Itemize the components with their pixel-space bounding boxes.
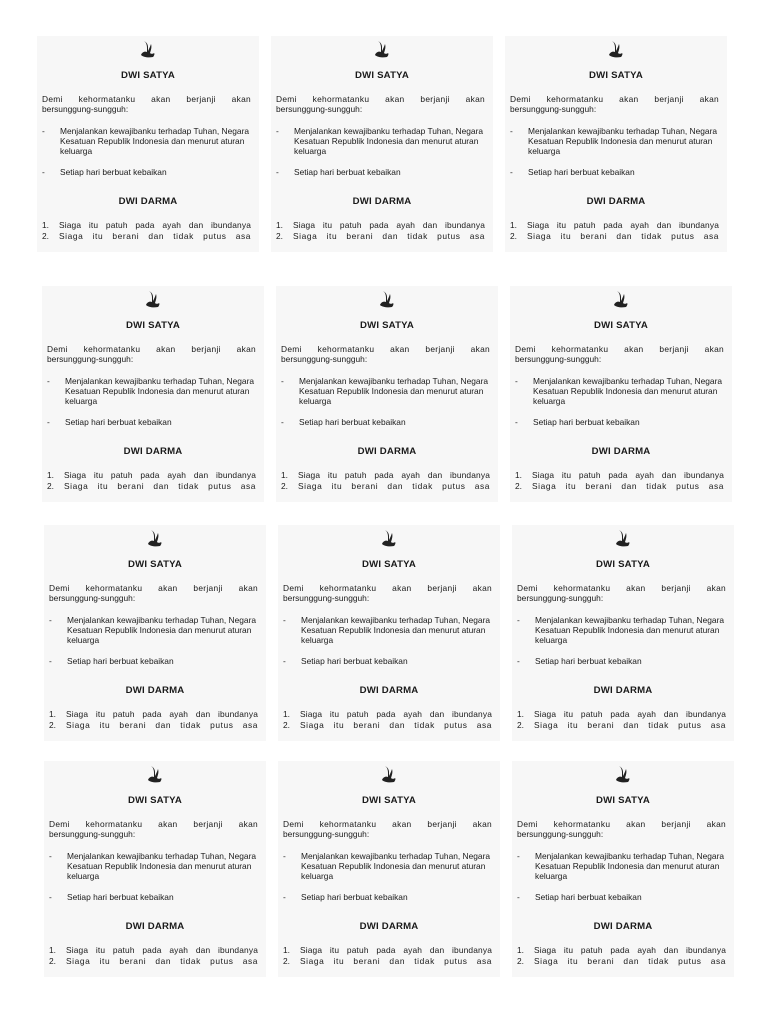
dwi-satya-title: DWI SATYA [361, 795, 417, 806]
darma-number: 1. [510, 220, 517, 230]
dwi-satya-title: DWI SATYA [354, 70, 410, 81]
darma-number: 1. [42, 220, 49, 230]
dwi-satya-title: DWI SATYA [595, 795, 651, 806]
satya-intro-line1: Demi kehormatanku akan berjanji akan [283, 583, 492, 593]
darma-item [283, 956, 492, 967]
darma-number: 2. [515, 481, 522, 491]
dwi-satya-card [505, 36, 727, 252]
satya-intro-line2: bersunggung-sungguh: [49, 593, 136, 603]
satya-bullet [47, 417, 256, 427]
satya-bullet [49, 615, 258, 645]
bullet-dash: - [517, 892, 520, 902]
tunas-kelapa-icon [608, 40, 624, 60]
satya-intro-line2: bersunggung-sungguh: [517, 829, 604, 839]
dwi-satya-card [276, 286, 498, 502]
satya-intro [49, 583, 258, 603]
satya-bullet-text: Setiap hari berbuat kebaikan [60, 167, 167, 177]
tunas-kelapa-icon [381, 529, 397, 549]
darma-number: 1. [283, 945, 290, 955]
darma-list [510, 220, 719, 242]
satya-intro-line1: Demi kehormatanku akan berjanji akan [42, 94, 251, 104]
satya-intro-line1: Demi kehormatanku akan berjanji akan [510, 94, 719, 104]
darma-text: Siaga itu patuh pada ayah dan ibundanya [298, 470, 490, 480]
bullet-dash: - [47, 417, 50, 427]
satya-bullet-text: Menjalankan kewajibanku terhadap Tuhan, Negara Kesatuan Republik Indonesia dan menurut aturan keluarga [533, 376, 723, 406]
darma-item [517, 720, 726, 731]
darma-number: 2. [283, 720, 290, 730]
satya-bullet [517, 615, 726, 645]
satya-intro-line1: Demi kehormatanku akan berjanji akan [281, 344, 490, 354]
darma-list [47, 470, 256, 492]
darma-item [49, 720, 258, 731]
satya-bullet [515, 417, 724, 427]
bullet-dash: - [515, 417, 518, 427]
darma-item [49, 709, 258, 720]
dwi-satya-card [44, 525, 266, 741]
tunas-kelapa-icon [615, 765, 631, 785]
darma-item [283, 709, 492, 720]
satya-bullet [42, 126, 251, 156]
darma-item [47, 481, 256, 492]
darma-item [517, 709, 726, 720]
satya-intro-line2: bersunggung-sungguh: [517, 593, 604, 603]
satya-intro [517, 583, 726, 603]
darma-text: Siaga itu patuh pada ayah dan ibundanya [64, 470, 256, 480]
satya-bullet-text: Setiap hari berbuat kebaikan [528, 167, 635, 177]
darma-number: 1. [49, 945, 56, 955]
satya-intro [276, 94, 485, 114]
dwi-satya-title: DWI SATYA [127, 795, 183, 806]
bullet-dash: - [283, 615, 286, 625]
tunas-kelapa-icon [147, 529, 163, 549]
satya-bullet [47, 376, 256, 406]
tunas-kelapa-icon [381, 765, 397, 785]
satya-bullet-text: Setiap hari berbuat kebaikan [535, 892, 642, 902]
dwi-satya-title: DWI SATYA [125, 320, 181, 331]
darma-item [510, 220, 719, 231]
darma-number: 1. [517, 945, 524, 955]
darma-number: 2. [517, 956, 524, 966]
dwi-darma-title: DWI DARMA [357, 446, 417, 457]
dwi-satya-card [37, 36, 259, 252]
darma-list [517, 945, 726, 967]
tunas-kelapa-icon [615, 529, 631, 549]
darma-item [515, 481, 724, 492]
dwi-satya-card [278, 761, 500, 977]
dwi-darma-title: DWI DARMA [591, 446, 651, 457]
darma-text: Siaga itu berani dan tidak putus asa [66, 956, 258, 966]
darma-text: Siaga itu patuh pada ayah dan ibundanya [527, 220, 719, 230]
bullet-dash: - [283, 851, 286, 861]
darma-number: 2. [49, 720, 56, 730]
dwi-darma-title: DWI DARMA [359, 685, 419, 696]
darma-item [49, 956, 258, 967]
darma-item [49, 945, 258, 956]
satya-intro-line2: bersunggung-sungguh: [283, 593, 370, 603]
dwi-satya-card [512, 761, 734, 977]
darma-list [283, 945, 492, 967]
darma-list [517, 709, 726, 731]
dwi-darma-title: DWI DARMA [359, 921, 419, 932]
satya-bullets [283, 851, 492, 902]
satya-intro-line2: bersunggung-sungguh: [510, 104, 597, 114]
bullet-dash: - [510, 167, 513, 177]
bullet-dash: - [49, 615, 52, 625]
satya-intro-line2: bersunggung-sungguh: [49, 829, 136, 839]
satya-bullet-text: Menjalankan kewajibanku terhadap Tuhan, Negara Kesatuan Republik Indonesia dan menurut aturan keluarga [528, 126, 718, 156]
darma-list [276, 220, 485, 242]
darma-item [276, 220, 485, 231]
satya-bullet-text: Menjalankan kewajibanku terhadap Tuhan, Negara Kesatuan Republik Indonesia dan menurut aturan keluarga [60, 126, 250, 156]
darma-number: 2. [276, 231, 283, 241]
satya-bullet [283, 892, 492, 902]
satya-intro-line1: Demi kehormatanku akan berjanji akan [515, 344, 724, 354]
dwi-darma-title: DWI DARMA [118, 196, 178, 207]
darma-number: 1. [281, 470, 288, 480]
satya-intro-line2: bersunggung-sungguh: [47, 354, 134, 364]
dwi-darma-title: DWI DARMA [352, 196, 412, 207]
darma-item [42, 231, 251, 242]
bullet-dash: - [47, 376, 50, 386]
tunas-kelapa-icon [613, 290, 629, 310]
satya-intro-line2: bersunggung-sungguh: [276, 104, 363, 114]
darma-item [283, 720, 492, 731]
darma-number: 1. [49, 709, 56, 719]
darma-list [49, 709, 258, 731]
satya-intro [515, 344, 724, 364]
tunas-kelapa-icon [140, 40, 156, 60]
darma-text: Siaga itu berani dan tidak putus asa [300, 720, 492, 730]
darma-list [283, 709, 492, 731]
darma-item [517, 945, 726, 956]
satya-bullet [510, 126, 719, 156]
satya-intro [283, 819, 492, 839]
satya-intro [281, 344, 490, 364]
satya-bullet [276, 126, 485, 156]
darma-text: Siaga itu patuh pada ayah dan ibundanya [532, 470, 724, 480]
bullet-dash: - [283, 892, 286, 902]
satya-bullets [515, 376, 724, 427]
dwi-satya-title: DWI SATYA [361, 559, 417, 570]
darma-item [283, 945, 492, 956]
darma-number: 2. [42, 231, 49, 241]
satya-bullets [47, 376, 256, 427]
satya-bullets [49, 615, 258, 666]
darma-number: 1. [517, 709, 524, 719]
satya-bullet-text: Setiap hari berbuat kebaikan [65, 417, 172, 427]
satya-bullet [517, 656, 726, 666]
tunas-kelapa-icon [145, 290, 161, 310]
satya-bullets [510, 126, 719, 177]
dwi-satya-title: DWI SATYA [593, 320, 649, 331]
satya-intro-line1: Demi kehormatanku akan berjanji akan [49, 583, 258, 593]
satya-intro [42, 94, 251, 114]
darma-item [517, 956, 726, 967]
satya-bullet [515, 376, 724, 406]
dwi-darma-title: DWI DARMA [125, 685, 185, 696]
darma-number: 2. [281, 481, 288, 491]
satya-bullet-text: Menjalankan kewajibanku terhadap Tuhan, Negara Kesatuan Republik Indonesia dan menurut aturan keluarga [67, 615, 257, 645]
darma-text: Siaga itu patuh pada ayah dan ibundanya [59, 220, 251, 230]
darma-text: Siaga itu berani dan tidak putus asa [293, 231, 485, 241]
satya-intro-line1: Demi kehormatanku akan berjanji akan [47, 344, 256, 354]
darma-text: Siaga itu patuh pada ayah dan ibundanya [534, 945, 726, 955]
darma-text: Siaga itu berani dan tidak putus asa [534, 956, 726, 966]
dwi-satya-title: DWI SATYA [595, 559, 651, 570]
satya-intro-line2: bersunggung-sungguh: [515, 354, 602, 364]
satya-bullet [281, 376, 490, 406]
satya-bullet-text: Setiap hari berbuat kebaikan [301, 656, 408, 666]
bullet-dash: - [283, 656, 286, 666]
tunas-kelapa-icon [374, 40, 390, 60]
satya-bullet [283, 615, 492, 645]
satya-bullet [510, 167, 719, 177]
satya-intro [47, 344, 256, 364]
satya-bullet-text: Setiap hari berbuat kebaikan [299, 417, 406, 427]
bullet-dash: - [517, 615, 520, 625]
dwi-satya-card [510, 286, 732, 502]
satya-bullet-text: Setiap hari berbuat kebaikan [294, 167, 401, 177]
bullet-dash: - [281, 376, 284, 386]
satya-bullet-text: Setiap hari berbuat kebaikan [535, 656, 642, 666]
satya-bullet [49, 892, 258, 902]
satya-bullet-text: Menjalankan kewajibanku terhadap Tuhan, Negara Kesatuan Republik Indonesia dan menurut aturan keluarga [299, 376, 489, 406]
satya-intro-line1: Demi kehormatanku akan berjanji akan [276, 94, 485, 104]
satya-bullet-text: Menjalankan kewajibanku terhadap Tuhan, Negara Kesatuan Republik Indonesia dan menurut aturan keluarga [301, 851, 491, 881]
satya-bullet [283, 851, 492, 881]
bullet-dash: - [49, 851, 52, 861]
darma-item [42, 220, 251, 231]
satya-intro-line1: Demi kehormatanku akan berjanji akan [283, 819, 492, 829]
darma-text: Siaga itu berani dan tidak putus asa [527, 231, 719, 241]
bullet-dash: - [276, 126, 279, 136]
dwi-satya-title: DWI SATYA [588, 70, 644, 81]
satya-intro [49, 819, 258, 839]
satya-bullet [517, 892, 726, 902]
satya-bullet-text: Menjalankan kewajibanku terhadap Tuhan, Negara Kesatuan Republik Indonesia dan menurut aturan keluarga [294, 126, 484, 156]
bullet-dash: - [276, 167, 279, 177]
dwi-satya-card [278, 525, 500, 741]
darma-text: Siaga itu berani dan tidak putus asa [66, 720, 258, 730]
darma-item [281, 470, 490, 481]
satya-bullet-text: Menjalankan kewajibanku terhadap Tuhan, Negara Kesatuan Republik Indonesia dan menurut aturan keluarga [67, 851, 257, 881]
darma-text: Siaga itu patuh pada ayah dan ibundanya [66, 945, 258, 955]
satya-bullet [49, 656, 258, 666]
satya-bullet [42, 167, 251, 177]
satya-intro [283, 583, 492, 603]
bullet-dash: - [281, 417, 284, 427]
darma-item [47, 470, 256, 481]
satya-bullets [283, 615, 492, 666]
dwi-satya-title: DWI SATYA [127, 559, 183, 570]
satya-intro-line1: Demi kehormatanku akan berjanji akan [517, 583, 726, 593]
satya-bullet-text: Setiap hari berbuat kebaikan [67, 656, 174, 666]
darma-number: 2. [49, 956, 56, 966]
dwi-darma-title: DWI DARMA [123, 446, 183, 457]
bullet-dash: - [515, 376, 518, 386]
satya-intro-line2: bersunggung-sungguh: [42, 104, 129, 114]
darma-item [510, 231, 719, 242]
satya-bullets [276, 126, 485, 177]
satya-intro [510, 94, 719, 114]
darma-text: Siaga itu berani dan tidak putus asa [532, 481, 724, 491]
dwi-satya-card [42, 286, 264, 502]
bullet-dash: - [49, 892, 52, 902]
dwi-satya-title: DWI SATYA [120, 70, 176, 81]
tunas-kelapa-icon [147, 765, 163, 785]
tunas-kelapa-icon [379, 290, 395, 310]
satya-intro-line2: bersunggung-sungguh: [283, 829, 370, 839]
darma-list [281, 470, 490, 492]
darma-text: Siaga itu patuh pada ayah dan ibundanya [534, 709, 726, 719]
darma-item [276, 231, 485, 242]
satya-bullet-text: Menjalankan kewajibanku terhadap Tuhan, Negara Kesatuan Republik Indonesia dan menurut aturan keluarga [535, 615, 725, 645]
darma-text: Siaga itu berani dan tidak putus asa [300, 956, 492, 966]
satya-bullets [281, 376, 490, 427]
bullet-dash: - [517, 656, 520, 666]
dwi-darma-title: DWI DARMA [593, 685, 653, 696]
satya-bullets [517, 615, 726, 666]
dwi-satya-card [271, 36, 493, 252]
darma-item [281, 481, 490, 492]
darma-text: Siaga itu patuh pada ayah dan ibundanya [66, 709, 258, 719]
satya-bullets [42, 126, 251, 177]
darma-number: 2. [510, 231, 517, 241]
darma-number: 1. [276, 220, 283, 230]
darma-number: 2. [517, 720, 524, 730]
darma-list [49, 945, 258, 967]
darma-number: 1. [515, 470, 522, 480]
bullet-dash: - [42, 167, 45, 177]
satya-bullets [517, 851, 726, 902]
satya-bullet-text: Setiap hari berbuat kebaikan [67, 892, 174, 902]
satya-bullet [283, 656, 492, 666]
satya-bullets [49, 851, 258, 902]
darma-number: 1. [283, 709, 290, 719]
dwi-darma-title: DWI DARMA [593, 921, 653, 932]
darma-text: Siaga itu berani dan tidak putus asa [534, 720, 726, 730]
bullet-dash: - [42, 126, 45, 136]
dwi-darma-title: DWI DARMA [125, 921, 185, 932]
satya-bullet [281, 417, 490, 427]
darma-list [42, 220, 251, 242]
dwi-satya-card [512, 525, 734, 741]
satya-intro-line2: bersunggung-sungguh: [281, 354, 368, 364]
darma-text: Siaga itu patuh pada ayah dan ibundanya [293, 220, 485, 230]
bullet-dash: - [49, 656, 52, 666]
dwi-satya-card [44, 761, 266, 977]
darma-text: Siaga itu berani dan tidak putus asa [59, 231, 251, 241]
satya-bullet-text: Menjalankan kewajibanku terhadap Tuhan, Negara Kesatuan Republik Indonesia dan menurut aturan keluarga [301, 615, 491, 645]
darma-text: Siaga itu berani dan tidak putus asa [64, 481, 256, 491]
satya-bullet-text: Setiap hari berbuat kebaikan [301, 892, 408, 902]
satya-bullet [276, 167, 485, 177]
dwi-darma-title: DWI DARMA [586, 196, 646, 207]
darma-item [515, 470, 724, 481]
satya-intro-line1: Demi kehormatanku akan berjanji akan [49, 819, 258, 829]
darma-number: 2. [283, 956, 290, 966]
bullet-dash: - [517, 851, 520, 861]
dwi-satya-title: DWI SATYA [359, 320, 415, 331]
darma-text: Siaga itu berani dan tidak putus asa [298, 481, 490, 491]
satya-intro [517, 819, 726, 839]
satya-intro-line1: Demi kehormatanku akan berjanji akan [517, 819, 726, 829]
darma-text: Siaga itu patuh pada ayah dan ibundanya [300, 945, 492, 955]
darma-number: 1. [47, 470, 54, 480]
darma-text: Siaga itu patuh pada ayah dan ibundanya [300, 709, 492, 719]
satya-bullet [49, 851, 258, 881]
satya-bullet-text: Menjalankan kewajibanku terhadap Tuhan, Negara Kesatuan Republik Indonesia dan menurut aturan keluarga [65, 376, 255, 406]
satya-bullet-text: Setiap hari berbuat kebaikan [533, 417, 640, 427]
bullet-dash: - [510, 126, 513, 136]
darma-number: 2. [47, 481, 54, 491]
satya-bullet-text: Menjalankan kewajibanku terhadap Tuhan, Negara Kesatuan Republik Indonesia dan menurut aturan keluarga [535, 851, 725, 881]
satya-bullet [517, 851, 726, 881]
darma-list [515, 470, 724, 492]
